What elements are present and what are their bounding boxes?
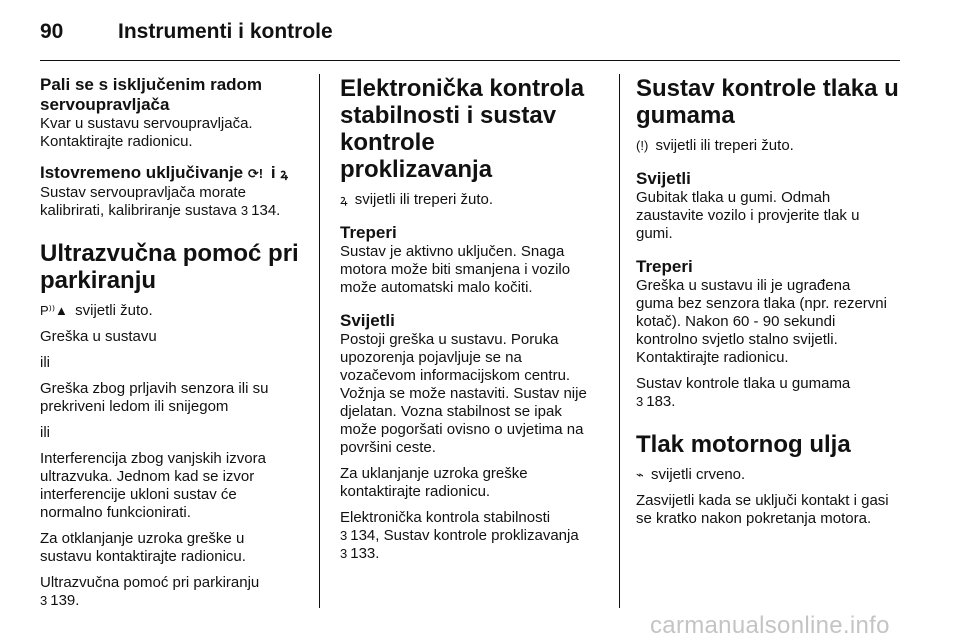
tpms-heading: Sustav kontrole tlaka u gumama <box>636 75 899 129</box>
tpms-svijetli-heading: Svijetli <box>636 169 691 188</box>
power-steering-off-text: Kvar u sustavu servoupravljača. Kontaktirajte radionicu. <box>40 115 253 150</box>
page-link[interactable]: 133. <box>350 545 380 562</box>
dirty-sensors-text: Greška zbog prljavih senzora ili su prekriveni ledom ili snijegom <box>40 380 269 415</box>
esc-treperi-text: Sustav je aktivno uključen. Snaga motora može biti smanjena i vozilo može automatski malo kočiti. <box>340 243 571 296</box>
watermark: carmanualsonline.info <box>650 612 890 639</box>
esc-heading: Elektronička kontrola stabilnosti i sustav kontrole proklizavanja <box>340 75 585 183</box>
tpms-svijetli-text: Gubitak tlaka u gumi. Odmah zaustavite vozilo i provjerite tlak u gumi. <box>636 189 860 242</box>
page-title: Instrumenti i kontrole <box>118 20 333 43</box>
column-3 <box>636 75 908 528</box>
page-link[interactable]: 183. <box>646 393 676 410</box>
esc-ref-text: Elektronička kontrola stabilnosti 3 134, Sustav kontrole proklizavanja 3 133. <box>340 509 579 562</box>
simultaneous-on-heading: Istovremeno uključivanje ⟳! i ꝝ <box>40 163 288 182</box>
oil-text: Zasvijetli kada se uključi kontakt i gasi se kratko nakon pokretanja motora. <box>636 492 889 527</box>
or-text: ili <box>40 424 50 441</box>
page-link[interactable]: 139. <box>50 592 80 609</box>
steering-warning-icon: ⟳! <box>247 166 264 181</box>
page-ref-arrow-icon: 3 <box>240 203 249 218</box>
page-link[interactable]: 134. <box>251 202 281 219</box>
page-ref-arrow-icon: 3 <box>40 593 48 608</box>
park-assist-status: P⁾⁾▲ svijetli žuto. <box>40 302 153 319</box>
column-divider-2 <box>619 74 620 608</box>
oil-status: ⌁ svijetli crveno. <box>636 466 746 483</box>
page-ref-arrow-icon: 3 <box>636 394 644 409</box>
park-assist-icon: P⁾⁾▲ <box>40 303 68 318</box>
tpms-treperi-heading: Treperi <box>636 257 693 276</box>
tpms-ref-text: Sustav kontrole tlaka u gumama 3 183. <box>636 375 851 410</box>
park-fault-text: Greška u sustavu <box>40 328 157 345</box>
column-2 <box>340 75 606 563</box>
page-number: 90 <box>40 20 64 43</box>
tire-pressure-icon: (!) <box>636 138 649 153</box>
page-ref-arrow-icon: 3 <box>340 546 348 561</box>
esc-car-icon: ꝝ <box>280 166 288 181</box>
park-fix-text: Za otklanjanje uzroka greške u sustavu kontaktirajte radionicu. <box>40 530 246 565</box>
column-1 <box>40 75 312 610</box>
park-assist-heading: Ultrazvučna pomoć pri parkiranju <box>40 240 299 294</box>
page-link[interactable]: 134, Sustav kontrole proklizavanja <box>350 527 579 544</box>
oil-can-icon: ⌁ <box>636 467 644 482</box>
calibration-text: Sustav servoupravljača morate kalibrirati, kalibriranje sustava 3 134. <box>40 184 281 219</box>
esc-fix-text: Za uklanjanje uzroka greške kontaktirajte radionicu. <box>340 465 528 500</box>
interference-text: Interferencija zbog vanjskih izvora ultrazvuka. Jednom kad se izvor interferencije ukloni sustav će normalno funkcionirati. <box>40 450 266 521</box>
page-header <box>40 16 900 48</box>
header-rule <box>40 60 900 61</box>
tpms-treperi-text: Greška u sustavu ili je ugrađena guma bez senzora tlaka (npr. rezervni kotač). Nakon 60 - 90 sekundi kontrolno svjetlo stalno svijetli. Kontaktirajte radionicu. <box>636 277 887 366</box>
or-text: ili <box>40 354 50 371</box>
esc-svijetli-text: Postoji greška u sustavu. Poruka upozorenja pojavljuje se na vozačevom informacijskom centru. Vožnja se može nastaviti. Sustav nije djelatan. Vozna stabilnost se ipak može pogoršati ovisno o uvjetima na površini ceste. <box>340 331 587 456</box>
oil-pressure-heading: Tlak motornog ulja <box>636 431 851 458</box>
esc-status: ꝝ svijetli ili treperi žuto. <box>340 191 494 208</box>
esc-car-icon: ꝝ <box>340 192 348 207</box>
page-ref-arrow-icon: 3 <box>340 528 348 543</box>
tpms-status: (!) svijetli ili treperi žuto. <box>636 137 794 154</box>
esc-treperi-heading: Treperi <box>340 223 397 242</box>
esc-svijetli-heading: Svijetli <box>340 311 395 330</box>
column-divider-1 <box>319 74 320 608</box>
park-ref-text: Ultrazvučna pomoć pri parkiranju 3 139. <box>40 574 260 609</box>
power-steering-off-heading: Pali se s isključenim radom servoupravljača <box>40 75 263 114</box>
